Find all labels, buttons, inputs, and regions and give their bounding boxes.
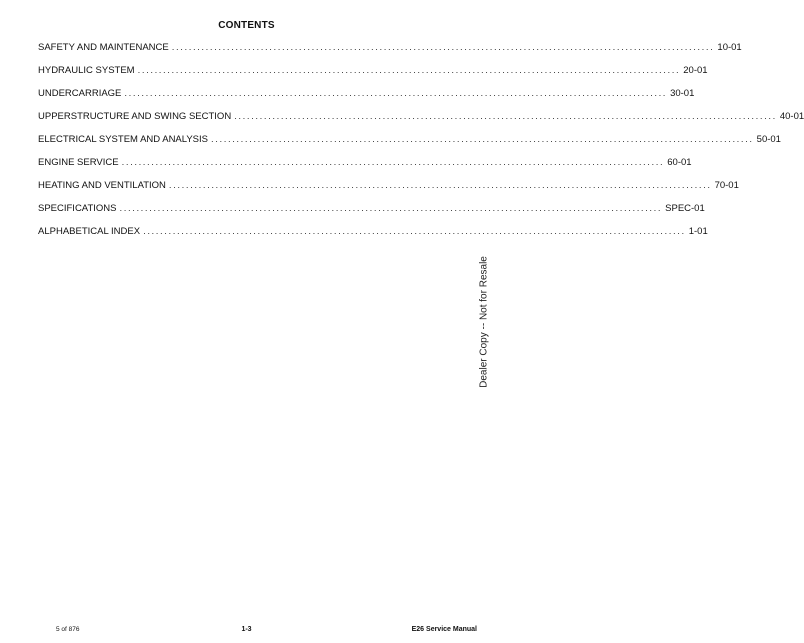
toc-entry[interactable] [38, 203, 705, 226]
dealer-copy-watermark: Dealer Copy -- Not for Resale [478, 256, 490, 388]
dot-leader: ................................................................................................................................ [137, 65, 681, 76]
toc-entry-label: ALPHABETICAL INDEX [38, 226, 141, 237]
toc-entry-label: UPPERSTRUCTURE AND SWING SECTION [38, 111, 232, 122]
toc-entry-page: 50-01 [756, 134, 781, 145]
toc-entry-label: UNDERCARRIAGE [38, 88, 122, 99]
toc-entry[interactable] [38, 111, 804, 134]
dot-leader: ................................................................................................................................ [211, 134, 754, 145]
dot-leader: ................................................................................................................................ [171, 42, 715, 53]
toc-entry[interactable] [38, 88, 695, 111]
toc-entry-label: HEATING AND VENTILATION [38, 180, 166, 191]
toc-entry[interactable] [38, 134, 781, 157]
dot-leader: ................................................................................................................................ [143, 226, 686, 237]
toc-entry[interactable] [38, 42, 742, 65]
table-of-contents [38, 42, 804, 249]
toc-entry[interactable] [38, 65, 708, 88]
page-number: 1-3 [241, 626, 252, 633]
dot-leader: ................................................................................................................................ [119, 203, 663, 214]
toc-entry-page: 10-01 [717, 42, 742, 53]
toc-entry-page: 60-01 [667, 157, 692, 168]
toc-entry-label: SAFETY AND MAINTENANCE [38, 42, 169, 53]
page-count: 5 of 876 [56, 626, 80, 633]
toc-entry-label: ELECTRICAL SYSTEM AND ANALYSIS [38, 134, 208, 145]
toc-entry[interactable] [38, 226, 708, 249]
toc-entry-page: 1-01 [688, 226, 708, 237]
toc-entry-label: ENGINE SERVICE [38, 157, 119, 168]
dot-leader: ................................................................................................................................ [168, 180, 712, 191]
page-title: CONTENTS [218, 20, 275, 31]
toc-entry-page: 40-01 [779, 111, 804, 122]
toc-entry-page: 70-01 [714, 180, 739, 191]
toc-entry-label: HYDRAULIC SYSTEM [38, 65, 135, 76]
toc-entry-page: 20-01 [683, 65, 708, 76]
dot-leader: ................................................................................................................................ [124, 88, 668, 99]
toc-entry-page: 30-01 [670, 88, 695, 99]
toc-entry[interactable] [38, 157, 692, 180]
manual-title: E26 Service Manual [411, 626, 477, 633]
dot-leader: ................................................................................................................................ [121, 157, 665, 168]
toc-entry[interactable] [38, 180, 739, 203]
toc-entry-label: SPECIFICATIONS [38, 203, 117, 214]
toc-entry-page: SPEC-01 [665, 203, 705, 214]
dot-leader: ................................................................................................................................ [234, 111, 777, 122]
